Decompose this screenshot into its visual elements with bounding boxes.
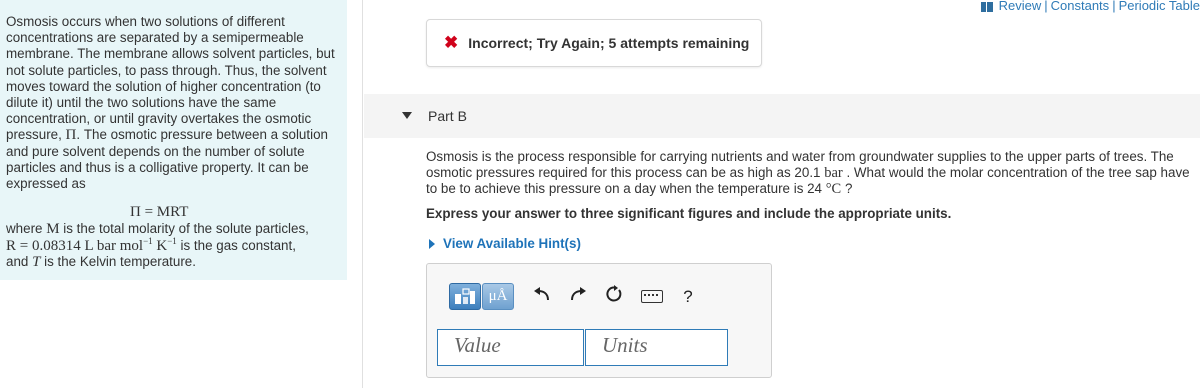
templates-icon [453,287,477,307]
book-icon [981,2,993,12]
feedback-box [426,19,762,67]
intro-text-part: Osmosis occurs when two solutions of different concentrations are separated by a semipermeable membrane. The membrane allows solvent particles, but not solute particles, to pass through. Thus, the solvent moves toward the solution of higher concentration (to dilute it) until the two solutions have the same concentration, or until gravity overtakes the osmotic pressure, [6,14,335,143]
link-separator: | [1044,0,1048,13]
undo-icon[interactable] [531,286,553,307]
templates-button[interactable] [449,283,481,310]
unit-celsius: °C [825,181,842,197]
keyboard-icon[interactable] [641,290,663,303]
intro-text-part: is the Kelvin temperature. [40,253,196,269]
intro-panel [0,0,347,280]
reset-icon[interactable] [603,285,625,308]
gas-constant-expression [6,235,177,254]
value-input[interactable]: Value [437,329,584,366]
temperature-symbol: T [32,253,41,270]
intro-text-part: where [6,221,47,237]
review-link[interactable]: Review [998,0,1042,13]
intro-text-part: . The osmotic pressure between a solution and pure solvent depends on the number of solute particles and thus is a colligative property. It can be expressed as [6,127,328,192]
hint-link-label: View Available Hint(s) [443,236,581,251]
top-links [981,0,1200,13]
question-text-part: ? [841,181,853,196]
question-text-part: Osmosis is the process responsible for carrying nutrients and water from groundwater supplies to the upper parts of trees. The osmotic pressures required for this process can be as high as 20.1 [426,149,1174,180]
osmotic-pressure-formula: Π = MRT [130,204,189,221]
molarity-symbol: M [46,221,60,238]
question-text-part: . What would the molar concentration of the tree sap have to be to achieve this pressure on a day when the temperature is 24 [426,165,1190,196]
incorrect-icon: ✖ [444,33,459,52]
answer-instruction: Express your answer to three significant figures and include the appropriate units. [426,206,952,221]
kelvin-unit: K [152,237,168,254]
units-button[interactable]: μÅ [482,283,514,310]
column-divider [362,0,363,388]
unit-bar: bar [824,165,843,181]
periodic-table-link[interactable]: Periodic Table [1118,0,1200,13]
caret-right-icon [429,239,435,249]
exponent: −1 [143,235,153,246]
intro-text-part: is the gas constant, [176,237,296,253]
constants-link[interactable]: Constants [1050,0,1110,13]
answer-toolbar [449,283,699,310]
intro-text [6,14,343,192]
osmotic-pressure-symbol: Π [65,127,77,144]
intro-text-part: is the total molarity of the solute particles, [59,221,309,237]
part-label: Part B [428,108,467,124]
question-text [426,149,1196,197]
redo-icon[interactable] [567,286,589,307]
help-icon[interactable]: ? [683,286,693,306]
collapse-triangle-icon[interactable] [402,112,412,119]
intro-where-text [6,221,343,270]
view-hints-link[interactable] [426,236,581,251]
exponent: −1 [167,235,177,246]
units-input[interactable]: Units [585,329,728,366]
part-header[interactable] [364,94,1200,138]
link-separator: | [1112,0,1116,13]
answer-box [426,263,772,378]
intro-text-part: and [6,253,33,269]
feedback-message: Incorrect; Try Again; 5 attempts remaining [468,35,750,51]
gas-constant-value: R = 0.08314 L bar mol [6,237,144,254]
